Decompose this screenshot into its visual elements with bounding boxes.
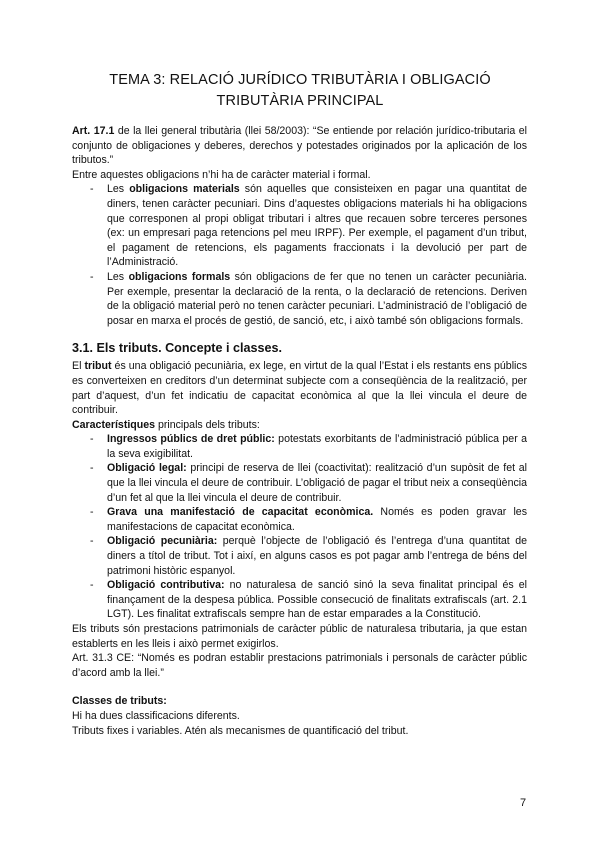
list-item: - Ingressos públics de dret públic: potestats exorbitants de l’administració pública per a la seva exigibilitat.	[90, 433, 528, 460]
term-formal: obligacions formals	[128, 270, 231, 283]
document-body	[72, 124, 527, 738]
section-heading: 3.1. Els tributs. Concepte i classes.	[72, 341, 282, 356]
constitution-quote: Art. 31.3 CE: “Només es podran establir prestacions patrimonials i personals de caràcter públic d’acord amb la llei.”	[72, 652, 527, 679]
classes-heading: Classes de tributs:	[72, 695, 167, 708]
obligation-types-line: Entre aquestes obligacions n’hi ha de caràcter material i formal.	[72, 168, 371, 181]
article-reference: Art. 17.1	[72, 125, 115, 137]
list-item: - Obligació legal: principi de reserva de llei (coactivitat): realització d’un supòsit de fet al que la llei vincula el deure de contribuir. L’obligació de pagar el tribut neix a conseqüència d’un fet al que la llei vincula el deure de contribuir.	[90, 462, 527, 504]
tribute-definition: El tribut és una obligació pecuniària, ex lege, en virtut de la qual l’Estat i els restants ens públics es converteixen en creditors d’un determinat subjecte com a conseqüència de la realització, per part d’aquest, d’un fet indicatiu de capacitat econòmica al que la llei vincula el deure de contribuir.	[72, 360, 527, 417]
term-material: obligacions materials	[129, 183, 240, 196]
classes-line: Tributs fixes i variables. Atén als mecanismes de quantificació del tribut.	[72, 724, 409, 737]
characteristics-intro: Característiques principals dels tributs:	[72, 418, 260, 431]
term-tribut: tribut	[84, 360, 112, 373]
after-list-paragraph: Els tributs són prestacions patrimonials de caràcter públic de naturalesa tributaria, ja que estan establerts en les lleis i això permet exigirlos.	[72, 623, 527, 650]
list-item: - Obligació pecuniària: perquè l’objecte de l’obligació és l’entrega d’una quantitat de diners a títol de tribut. Tot i així, en alguns casos es pot pagar amb l’entrega de béns del patrimoni històric espanyol.	[90, 535, 527, 577]
page-title: TEMA 3: RELACIÓ JURÍDICO TRIBUTÀRIA I OBLIGACIÓ TRIBUTÀRIA PRINCIPAL	[109, 72, 491, 109]
list-item: - Grava una manifestació de capacitat econòmica. Només es poden gravar les manifestacions de capacitat econòmica.	[90, 506, 527, 533]
article-text: de la llei general tributària (llei 58/2003): “Se entiende por relación jurídico-tributaria el conjunto de obligaciones y deberes, derechos y potestades originados por la aplicación de los tributos.”	[72, 125, 527, 167]
page-number: 7	[520, 797, 527, 809]
obligation-types-list	[72, 182, 527, 328]
list-item: - Les obligacions materials són aquelles que consisteixen en pagar una quantitat de diners, tenen caràcter pecuniari. Dins d’aquestes obligacions materials hi ha obligacions que corresponen al propi obligat tributari i altres que recauen sobre terceres persones (ex: un empresari paga retencions pel meu IRPF). Per exemple, el pagament d’un tribut, el pagament de retencions, els pagaments fraccionats i la devolució per part de l’Administració.	[90, 183, 528, 269]
characteristics-list	[72, 432, 527, 622]
intro-paragraph	[72, 124, 527, 168]
classes-line: Hi ha dues classificacions diferents.	[72, 709, 240, 722]
list-item: - Obligació contributiva: no naturalesa de sanció sinó la seva finalitat principal és el finançament de la despesa pública. Possible consecució de finalitats extrafiscals (art. 2.1 LGT). Les finalitat extrafiscals sempre han de estar emparades a la Constitució.	[90, 579, 527, 621]
list-item: - Les obligacions formals són obligacions de fer que no tenen un caràcter pecuniària. Per exemple, presentar la declaració de la renta, o la declaració de retencions. Deriven de la obligació material però no tenen caràcter pecuniari. L’administració de l’obligació de posar en marxa el procés de gestió, de sanció, etc, i això també són obligacions formals.	[90, 270, 527, 327]
